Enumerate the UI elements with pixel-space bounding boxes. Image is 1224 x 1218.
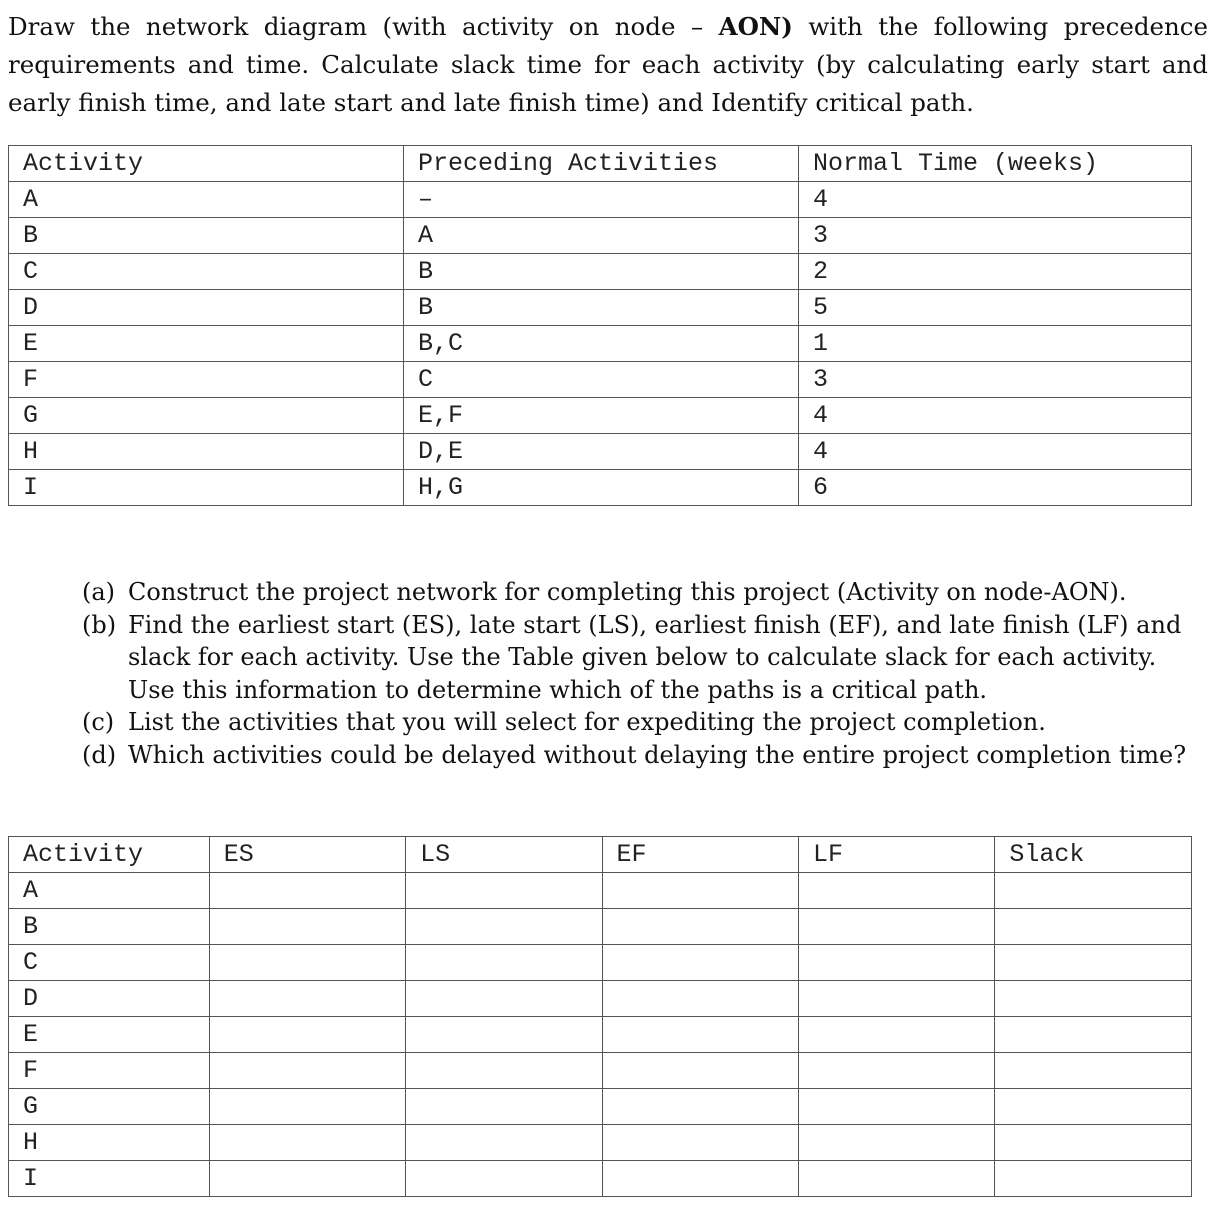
es-cell[interactable] [209,945,405,981]
question-text: Which activities could be delayed without delaying the entire project completion time? [128,740,1187,769]
precedence-table [8,145,1192,506]
ef-cell[interactable] [602,1053,798,1089]
question-text: Find the earliest start (ES), late start (LS), earliest finish (EF), and late finish (LF) and slack for each activity. Use the Table given below to calculate slack for each activity. Use this information to determine which of the paths is a critical path. [128,610,1182,704]
header-es: ES [209,837,405,873]
time-cell: 4 [799,398,1192,434]
ef-cell[interactable] [602,1089,798,1125]
lf-cell[interactable] [798,909,994,945]
table-row [9,945,1192,981]
slack-cell[interactable] [995,1125,1192,1161]
activity-cell: G [9,398,404,434]
question-c [82,706,1202,739]
lf-cell[interactable] [798,945,994,981]
ef-cell[interactable] [602,1125,798,1161]
activity-cell: I [9,1161,210,1197]
ls-cell[interactable] [406,1053,602,1089]
lf-cell[interactable] [798,1125,994,1161]
ef-cell[interactable] [602,873,798,909]
time-cell: 3 [799,218,1192,254]
activity-cell: D [9,981,210,1017]
question-d [82,739,1202,772]
time-cell: 6 [799,470,1192,506]
preceding-cell: H,G [404,470,799,506]
ls-cell[interactable] [406,873,602,909]
time-cell: 4 [799,434,1192,470]
precedence-header-row [9,146,1192,182]
lf-cell[interactable] [798,1161,994,1197]
question-marker: (d) [82,740,117,769]
preceding-cell: B [404,290,799,326]
slack-cell[interactable] [995,1161,1192,1197]
question-marker: (b) [82,610,117,639]
activity-cell: H [9,434,404,470]
slack-table [8,836,1192,1197]
activity-cell: G [9,1089,210,1125]
es-cell[interactable] [209,1053,405,1089]
slack-cell[interactable] [995,873,1192,909]
activity-cell: A [9,182,404,218]
lf-cell[interactable] [798,873,994,909]
ls-cell[interactable] [406,981,602,1017]
activity-cell: H [9,1125,210,1161]
table-row [9,1125,1192,1161]
slack-cell[interactable] [995,1053,1192,1089]
table-row [9,909,1192,945]
preceding-cell: E,F [404,398,799,434]
table-row [9,254,1192,290]
time-cell: 1 [799,326,1192,362]
ls-cell[interactable] [406,945,602,981]
header-ls: LS [406,837,602,873]
ef-cell[interactable] [602,1017,798,1053]
header-lf: LF [798,837,994,873]
question-text: Construct the project network for completing this project (Activity on node-AON). [128,578,1127,606]
activity-cell: D [9,290,404,326]
ef-cell[interactable] [602,1161,798,1197]
instructions-bold-aon: AON) [718,12,793,41]
es-cell[interactable] [209,1089,405,1125]
activity-cell: I [9,470,404,506]
table-row [9,1053,1192,1089]
activity-cell: C [9,945,210,981]
header-activity: Activity [9,146,404,182]
activity-cell: B [9,909,210,945]
ls-cell[interactable] [406,1161,602,1197]
ls-cell[interactable] [406,1125,602,1161]
preceding-cell: B [404,254,799,290]
table-row [9,873,1192,909]
table-row [9,1017,1192,1053]
time-cell: 4 [799,182,1192,218]
slack-cell[interactable] [995,1017,1192,1053]
es-cell[interactable] [209,873,405,909]
header-activity: Activity [9,837,210,873]
ef-cell[interactable] [602,981,798,1017]
slack-cell[interactable] [995,1089,1192,1125]
lf-cell[interactable] [798,1053,994,1089]
preceding-cell: A [404,218,799,254]
table-row [9,1161,1192,1197]
table-row [9,434,1192,470]
table-row [9,182,1192,218]
table-row [9,470,1192,506]
table-row [9,1089,1192,1125]
table-row [9,290,1192,326]
slack-cell[interactable] [995,945,1192,981]
question-text: List the activities that you will select for expediting the project completion. [128,708,1046,736]
es-cell[interactable] [209,1017,405,1053]
ls-cell[interactable] [406,909,602,945]
header-preceding-activities: Preceding Activities [404,146,799,182]
slack-cell[interactable] [995,981,1192,1017]
es-cell[interactable] [209,1125,405,1161]
activity-cell: B [9,218,404,254]
preceding-cell: – [404,182,799,218]
activity-cell: C [9,254,404,290]
header-ef: EF [602,837,798,873]
es-cell[interactable] [209,1161,405,1197]
time-cell: 2 [799,254,1192,290]
ef-cell[interactable] [602,945,798,981]
slack-cell[interactable] [995,909,1192,945]
table-row [9,218,1192,254]
header-normal-time: Normal Time (weeks) [799,146,1192,182]
header-slack: Slack [995,837,1192,873]
table-row [9,398,1192,434]
preceding-cell: C [404,362,799,398]
lf-cell[interactable] [798,1089,994,1125]
activity-cell: F [9,1053,210,1089]
time-cell: 5 [799,290,1192,326]
preceding-cell: B,C [404,326,799,362]
table-row [9,362,1192,398]
table-row [9,326,1192,362]
ls-cell[interactable] [406,1017,602,1053]
ls-cell[interactable] [406,1089,602,1125]
question-b [82,609,1202,707]
activity-cell: E [9,1017,210,1053]
time-cell: 3 [799,362,1192,398]
preceding-cell: D,E [404,434,799,470]
lf-cell[interactable] [798,1017,994,1053]
activity-cell: F [9,362,404,398]
question-a [82,576,1202,609]
instructions-paragraph [8,8,1208,122]
question-list [82,576,1202,771]
es-cell[interactable] [209,981,405,1017]
instructions-text-1: Draw the network diagram (with activity on node – [8,12,719,41]
table-row [9,981,1192,1017]
ef-cell[interactable] [602,909,798,945]
es-cell[interactable] [209,909,405,945]
question-marker: (c) [82,708,115,736]
question-marker: (a) [82,578,116,606]
instructions-text-2: with the following precedence requirements and time. Calculate slack time for each activity (by calculating early start and early finish time, and late start and late finish time) and Identify critical path. [8,12,1208,117]
activity-cell: E [9,326,404,362]
slack-header-row [9,837,1192,873]
activity-cell: A [9,873,210,909]
lf-cell[interactable] [798,981,994,1017]
